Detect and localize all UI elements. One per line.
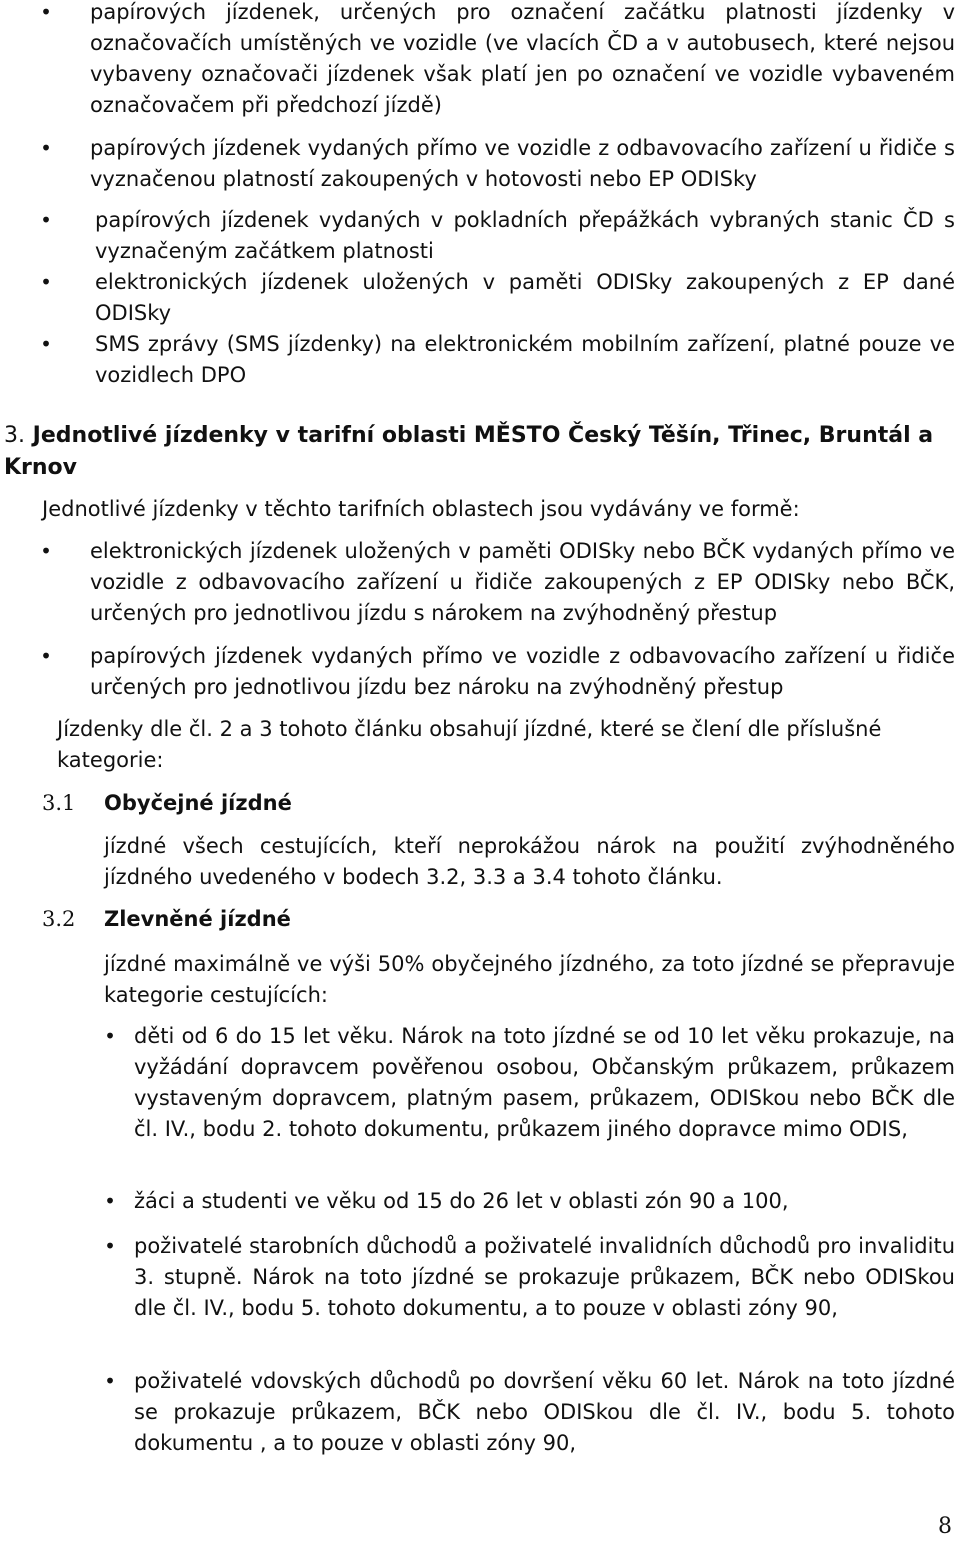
bullet-icon: • bbox=[40, 644, 52, 668]
section-intro: Jednotlivé jízdenky v těchto tarifních oblastech jsou vydávány ve formě: bbox=[42, 497, 800, 521]
page-number: 8 bbox=[938, 1514, 952, 1539]
list-item-text: papírových jízdenek vydaných v pokladních přepážkách vybraných stanic ČD s vyznačeným začátkem platnosti bbox=[95, 208, 955, 263]
section-heading bbox=[4, 420, 959, 484]
subsection-title: Zlevněné jízdné bbox=[104, 907, 291, 931]
list-item-text: papírových jízdenek, určených pro označení začátku platnosti jízdenky v označovačích umístěných ve vozidle (ve vlacích ČD a v autobusech, které nejsou vybaveny označovači jízdenek však platí jen po označení ve vozidle vybaveném označovačem při předchozí jízdě) bbox=[90, 0, 955, 117]
bullet-icon: • bbox=[40, 136, 52, 160]
list-item-text: papírových jízdenek vydaných přímo ve vozidle z odbavovacího zařízení u řidiče určených pro jednotlivou jízdu bez nároku na zvýhodněný přestup bbox=[90, 644, 955, 699]
bullet-icon: • bbox=[104, 1369, 116, 1393]
section-title: Jednotlivé jízdenky v tarifní oblasti MĚSTO Český Těšín, Třinec, Bruntál a Krnov bbox=[4, 423, 934, 480]
list-item-text: děti od 6 do 15 let věku. Nárok na toto jízdné se od 10 let věku prokazuje, na vyžádání dopravcem pověřenou osobou, Občanským průkazem, průkazem vystaveným dopravcem, platným pasem, průkazem, ODISkou nebo BČK dle čl. IV., bodu 2. tohoto dokumentu, průkazem jiného dopravce mimo ODIS, bbox=[134, 1024, 955, 1141]
list-item-text: poživatelé vdovských důchodů po dovršení věku 60 let. Nárok na toto jízdné se prokazuje průkazem, BČK nebo ODISkou dle čl. IV., bodu 5. tohoto dokumentu , a to pouze v oblasti zóny 90, bbox=[134, 1369, 955, 1455]
subsection-number: 3.2 bbox=[42, 907, 76, 931]
bullet-icon: • bbox=[40, 0, 52, 24]
bullet-icon: • bbox=[40, 270, 52, 294]
subsection-number: 3.1 bbox=[42, 791, 76, 815]
subsection-text: jízdné maximálně ve výši 50% obyčejného jízdného, za toto jízdné se přepravuje kategorie cestujících: bbox=[104, 952, 955, 1007]
bullet-icon: • bbox=[40, 332, 52, 356]
bullet-icon: • bbox=[104, 1234, 116, 1258]
bullet-icon: • bbox=[40, 208, 52, 232]
section-number: 3. bbox=[4, 423, 25, 448]
category-note: Jízdenky dle čl. 2 a 3 tohoto článku obsahují jízdné, které se člení dle příslušné kategorie: bbox=[57, 717, 882, 772]
list-item-text: papírových jízdenek vydaných přímo ve vozidle z odbavovacího zařízení u řidiče s vyznačenou platností zakoupených v hotovosti nebo EP ODISky bbox=[90, 136, 955, 191]
list-item-text: žáci a studenti ve věku od 15 do 26 let v oblasti zón 90 a 100, bbox=[134, 1189, 789, 1213]
list-item-text: elektronických jízdenek uložených v paměti ODISky zakoupených z EP dané ODISky bbox=[95, 270, 955, 325]
bullet-icon: • bbox=[104, 1024, 116, 1048]
subsection-title: Obyčejné jízdné bbox=[104, 791, 292, 815]
list-item-text: SMS zprávy (SMS jízdenky) na elektronickém mobilním zařízení, platné pouze ve vozidlech DPO bbox=[95, 332, 955, 387]
list-item-text: poživatelé starobních důchodů a poživatelé invalidních důchodů pro invaliditu 3. stupně. Nárok na toto jízdné se prokazuje průkazem, BČK nebo ODISkou dle čl. IV., bodu 5. tohoto dokumentu, a to pouze v oblasti zóny 90, bbox=[134, 1234, 955, 1320]
bullet-icon: • bbox=[40, 539, 52, 563]
list-item-text: elektronických jízdenek uložených v paměti ODISky nebo BČK vydaných přímo ve vozidle z odbavovacího zařízení u řidiče zakoupených z EP ODISky nebo BČK, určených pro jednotlivou jízdu s nárokem na zvýhodněný přestup bbox=[90, 539, 955, 625]
bullet-icon: • bbox=[104, 1189, 116, 1213]
subsection-text: jízdné všech cestujících, kteří neprokážou nárok na použití zvýhodněného jízdného uvedeného v bodech 3.2, 3.3 a 3.4 tohoto článku. bbox=[104, 834, 955, 889]
